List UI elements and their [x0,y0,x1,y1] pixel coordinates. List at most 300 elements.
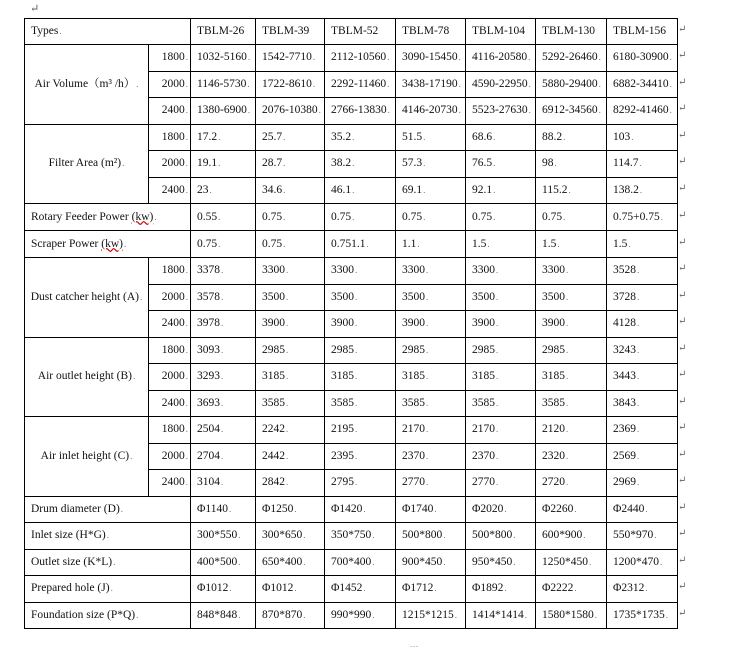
cell-value-text: 0.75 [331,210,352,223]
cell-value [396,523,466,550]
para-mark: . [528,78,531,89]
cell-value-text: 3300 [331,264,354,277]
para-mark: . [238,556,241,567]
para-mark: . [639,158,642,169]
sub-label-text: 1800 [161,343,185,356]
para-mark: . [493,184,496,195]
cell-value [256,231,325,258]
cell-value [396,177,466,204]
cell-value [536,98,607,125]
cell-value-text: Φ1012 [197,582,229,595]
sub-label-text: 1800 [161,51,185,64]
sub-label-text: 2000 [161,290,185,303]
para-mark: . [185,344,188,355]
para-mark: . [185,318,188,329]
cell-value-text: 3185 [542,370,565,383]
para-mark: . [106,530,109,541]
para-mark: . [669,52,672,63]
para-mark: . [574,503,577,514]
cell-value-text: 8292-41460 [613,104,669,117]
para-mark: . [185,52,188,63]
cell-value-text: Φ1012 [262,582,294,595]
cell-value [536,470,607,497]
cell-value [466,284,536,311]
cell-value-text: 98 [542,157,554,170]
row-label-text: Prepared hole (J) [31,582,110,595]
cell-value-text: 3500 [331,290,354,303]
sub-label [149,284,191,311]
cell-value-text: 3185 [331,370,354,383]
para-mark: . [454,609,457,620]
para-mark: . [372,609,375,620]
para-mark: . [185,397,188,408]
cell-value [607,284,678,311]
cell-value-text: 2395 [331,449,354,462]
cell-value [607,98,678,125]
sub-label-text: 2400 [161,183,185,196]
cell-value-text: 1542-7710 [262,51,312,64]
para-mark: . [286,424,289,435]
sub-label-text: 2400 [161,104,185,117]
para-mark: . [283,184,286,195]
cell-value-text: 1.1 [402,237,417,250]
paragraph-mark: ↵ [30,3,40,15]
para-mark: . [218,211,221,222]
sub-label-text: 1800 [161,130,185,143]
rotary-feeder-row [25,204,678,231]
cell-value-text: Φ2312 [613,582,645,595]
cell-value [396,496,466,523]
cell-value [607,470,678,497]
row-end-mark: ↵ [678,236,687,248]
para-mark: . [628,238,631,249]
cell-value-text: 1.5 [613,237,628,250]
cell-value [191,417,256,444]
single-row [25,549,678,576]
para-mark: . [221,265,224,276]
cell-value [396,311,466,338]
cell-value-text: 3104 [197,476,220,489]
rotary-feeder-row-label-text: Rotary Feeder Power [31,210,132,223]
sub-label-text: 1800 [161,423,185,436]
cell-value [396,470,466,497]
cell-value [396,98,466,125]
group-label [25,45,149,125]
cell-value [256,470,325,497]
cell-value-text: 2170 [472,423,495,436]
cell-value-text: 1580*1580 [542,608,594,621]
cell-value [396,417,466,444]
para-mark: . [355,424,358,435]
para-mark: . [247,78,250,89]
rotary-feeder-row-label [25,204,191,231]
cell-value [607,45,678,72]
para-mark: . [496,371,499,382]
model-header-text: TBLM-130 [542,25,596,37]
cell-value-text: 2766-13830 [331,104,387,117]
para-mark: . [598,52,601,63]
para-mark: . [140,291,143,302]
sub-label [149,45,191,72]
para-mark: . [132,371,136,382]
model-header-text: TBLM-78 [402,25,450,37]
para-mark: . [496,477,499,488]
row-end-mark: ↵ [678,448,687,460]
para-mark: . [524,609,527,620]
para-mark: . [366,238,369,249]
para-mark: . [209,184,212,195]
para-mark: . [185,184,188,195]
para-mark: . [387,105,390,116]
cell-value [325,124,396,151]
para-mark: . [185,477,188,488]
cell-value [607,124,678,151]
model-header [396,19,466,45]
sub-label-text: 2400 [161,476,185,489]
cell-value-text: 3185 [472,370,495,383]
cell-value-text: 4116-20580 [472,51,528,64]
cell-value [396,364,466,391]
sub-label [149,177,191,204]
scraper-row [25,231,678,258]
cell-value-text: 23 [197,183,209,196]
cell-value-text: 0.75+0.75 [613,210,660,223]
para-mark: . [566,291,569,302]
model-header [325,19,396,45]
cell-value [191,311,256,338]
para-mark: . [504,503,507,514]
row-end-mark: ↵ [678,554,687,566]
cell-value [466,337,536,364]
cell-value [325,204,396,231]
cell-value-text: 3500 [472,290,495,303]
cell-value-text: 3093 [197,343,220,356]
unit-label: (kw) [131,210,154,223]
cell-value [191,124,256,151]
cell-value [536,45,607,72]
para-mark: . [185,450,188,461]
group-label [25,337,149,417]
para-mark: . [496,424,499,435]
scraper-row-label-text: Scraper Power [31,237,102,250]
cell-value-text: 3585 [542,396,565,409]
cell-value [256,98,325,125]
para-mark: . [496,344,499,355]
spec-table [24,18,678,629]
para-mark: . [458,78,461,89]
row-label-text: Drum diameter (D) [31,502,120,515]
cell-value [536,124,607,151]
para-mark: . [218,158,221,169]
cell-value-text: 2112-10560 [331,51,387,64]
cell-value [256,602,325,629]
cell-value-text: 2985 [262,343,285,356]
para-mark: . [355,450,358,461]
cell-value-text: Φ1712 [402,582,434,595]
cell-value [256,496,325,523]
cell-value [466,71,536,98]
cell-value-text: 88.2 [542,130,563,143]
cell-value-text: Φ2222 [542,582,574,595]
para-mark: . [669,105,672,116]
cell-value-text: 650*400 [262,555,303,568]
cell-value [607,337,678,364]
sub-label [149,98,191,125]
cell-value-text: 3978 [197,317,220,330]
para-mark: . [434,503,437,514]
para-mark: . [598,105,601,116]
cell-value-text: 2985 [402,343,425,356]
para-mark: . [352,131,355,142]
para-mark: . [487,238,490,249]
cell-value-text: 1200*470 [613,555,659,568]
cell-value-text: 25.7 [262,130,283,143]
data-row [25,45,678,72]
row-end-mark: ↵ [678,316,687,328]
cell-value [325,45,396,72]
para-mark: . [528,105,531,116]
para-mark: . [286,371,289,382]
cell-value-text: 2985 [331,343,354,356]
cell-value [191,71,256,98]
cell-value-text: 3500 [542,290,565,303]
cell-value [325,337,396,364]
cell-value [466,576,536,603]
cell-value-text: 35.2 [331,130,352,143]
cell-value-text: 138.2 [613,183,639,196]
para-mark: . [645,503,648,514]
para-mark: . [426,291,429,302]
cell-value-text: Φ1420 [331,502,363,515]
cell-value-text: 700*400 [331,555,372,568]
single-row [25,602,678,629]
para-mark: . [185,158,188,169]
model-header [607,19,678,45]
cell-value-text: 34.6 [262,183,283,196]
cell-value [191,284,256,311]
para-mark: . [136,78,139,89]
cell-value-text: 2320 [542,449,565,462]
para-mark: . [589,556,592,567]
cell-value-text: 500*800 [402,529,443,542]
cell-value [466,231,536,258]
cell-value [191,364,256,391]
sub-label [149,417,191,444]
para-mark: . [426,318,429,329]
types-label [25,19,191,45]
row-end-mark: ↵ [678,129,687,141]
cell-value-text: 2370 [402,449,425,462]
para-mark: . [493,131,496,142]
cell-value [256,258,325,285]
unit-label: (kw) [101,237,123,250]
para-mark: . [221,371,224,382]
cell-value [536,151,607,178]
types-label-text: Types [31,25,59,37]
cell-value [536,523,607,550]
cell-value-text: 3528 [613,264,636,277]
cell-value [325,284,396,311]
cell-value-text: 17.2 [197,130,218,143]
scraper-row-label [25,231,191,258]
cell-value [256,443,325,470]
cell-value [466,258,536,285]
sub-label-text: 2400 [161,317,185,330]
para-mark: . [563,131,566,142]
sub-label [149,311,191,338]
cell-value-text: 6180-30900 [613,51,669,64]
para-mark: . [637,344,640,355]
cell-value-text: 1215*1215 [402,608,454,621]
cell-value [607,71,678,98]
para-mark: . [221,344,224,355]
cell-value [256,337,325,364]
data-row [25,258,678,285]
cell-value-text: 69.1 [402,183,423,196]
row-end-mark: ↵ [678,263,687,275]
cell-value [256,124,325,151]
cell-value-text: 3900 [472,317,495,330]
cell-value [607,443,678,470]
cell-value [466,311,536,338]
bottom-mark: ... [410,640,419,649]
cell-value [466,602,536,629]
cell-value [325,177,396,204]
single-row [25,576,678,603]
row-end-mark: ↵ [678,156,687,168]
sub-label [149,124,191,151]
para-mark: . [426,424,429,435]
para-mark: . [493,158,496,169]
cell-value [466,204,536,231]
para-mark: . [493,211,496,222]
para-mark: . [583,530,586,541]
cell-value [607,390,678,417]
model-header [536,19,607,45]
para-mark: . [352,184,355,195]
row-label [25,523,191,550]
group-label-text: Air Volume（m³ /h） [34,77,136,90]
cell-value [607,364,678,391]
para-mark: . [423,211,426,222]
cell-value-text: 2985 [542,343,565,356]
cell-value-text: 400*500 [197,555,238,568]
para-mark: . [318,105,321,116]
para-mark: . [355,344,358,355]
cell-value [256,523,325,550]
para-mark: . [443,556,446,567]
para-mark: . [229,583,232,594]
cell-value-text: 38.2 [331,157,352,170]
para-mark: . [568,184,571,195]
cell-value [191,45,256,72]
cell-value [466,124,536,151]
cell-value-text: Φ1740 [402,502,434,515]
para-mark: . [513,530,516,541]
para-mark: . [286,477,289,488]
cell-value [466,417,536,444]
cell-value-text: 350*750 [331,529,372,542]
row-end-mark: ↵ [678,103,687,115]
cell-value-text: 3585 [472,396,495,409]
cell-value-text: 19.1 [197,157,218,170]
row-end-mark: ↵ [678,209,687,221]
cell-value-text: 115.2 [542,183,568,196]
cell-value-text: 0.75 [402,210,423,223]
para-mark: . [426,371,429,382]
para-mark: . [372,530,375,541]
cell-value [536,390,607,417]
cell-value [256,549,325,576]
cell-value [396,124,466,151]
cell-value [325,417,396,444]
cell-value [325,258,396,285]
cell-value-text: Φ2020 [472,502,504,515]
para-mark: . [426,265,429,276]
para-mark: . [110,583,113,594]
row-end-mark: ↵ [678,395,687,407]
cell-value [256,311,325,338]
row-end-mark: ↵ [678,475,687,487]
row-label [25,549,191,576]
para-mark: . [423,131,426,142]
cell-value [191,470,256,497]
para-mark: . [352,158,355,169]
cell-value-text: 2770 [472,476,495,489]
cell-value-text: 3090-15450 [402,51,458,64]
row-end-mark: ↵ [678,76,687,88]
cell-value [396,284,466,311]
cell-value-text: 2504 [197,423,220,436]
cell-value [536,311,607,338]
cell-value-text: 2704 [197,449,220,462]
para-mark: . [426,397,429,408]
cell-value [536,549,607,576]
para-mark: . [221,450,224,461]
cell-value [325,98,396,125]
cell-value [607,417,678,444]
para-mark: . [637,265,640,276]
cell-value [536,576,607,603]
para-mark: . [566,265,569,276]
para-mark: . [286,265,289,276]
para-mark: . [352,211,355,222]
cell-value [466,443,536,470]
cell-value [396,71,466,98]
para-mark: . [637,450,640,461]
cell-value [536,71,607,98]
sub-label-text: 1800 [161,264,185,277]
sub-label-text: 2400 [161,396,185,409]
cell-value [256,45,325,72]
para-mark: . [566,424,569,435]
cell-value [466,496,536,523]
row-label [25,602,191,629]
cell-value [325,311,396,338]
para-mark: . [443,530,446,541]
para-mark: . [426,344,429,355]
cell-value-text: 1250*450 [542,555,588,568]
para-mark: . [228,503,232,514]
cell-value-text: 4146-20730 [402,104,458,117]
para-mark: . [355,291,358,302]
para-mark: . [247,105,251,116]
para-mark: . [355,265,358,276]
para-mark: . [113,556,116,567]
cell-value [325,576,396,603]
cell-value-text: 1.5 [472,237,487,250]
sub-label-text: 2000 [161,77,185,90]
